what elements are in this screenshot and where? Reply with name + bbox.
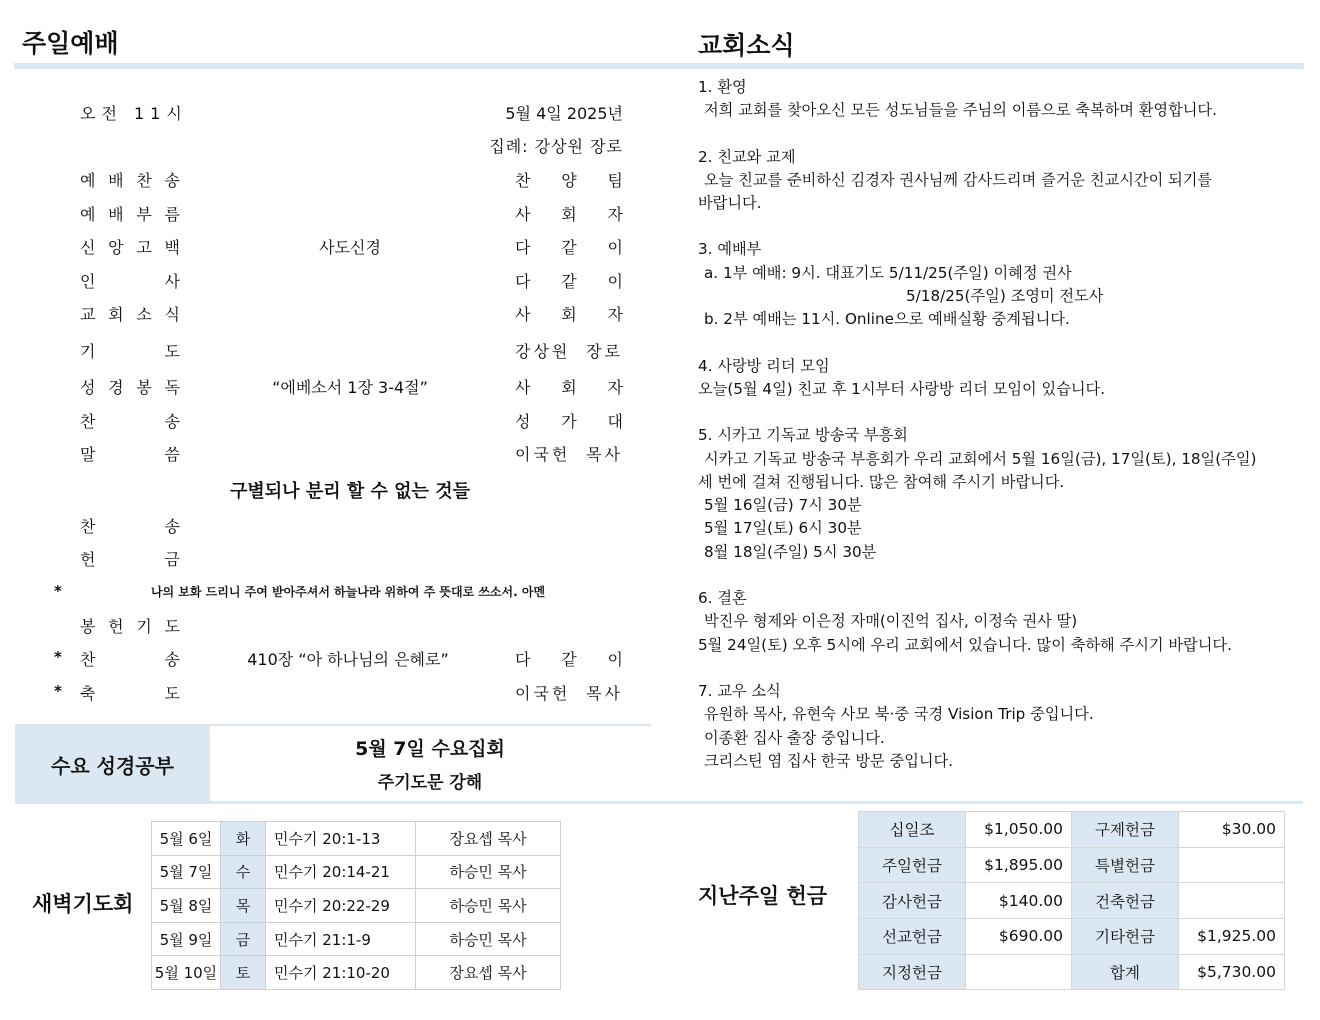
dawn-date: 5월 6일 (152, 822, 221, 856)
order-leader: 다 같 이 (515, 272, 623, 291)
news-line: 5/18/25(주일) 조영미 전도사 (906, 287, 1104, 306)
news-line: 크리스틴 염 집사 한국 방문 중입니다. (704, 751, 954, 770)
offering-category: 특별헌금 (1072, 847, 1179, 883)
bottom-divider (15, 801, 1303, 804)
offering-amount: $1,050.00 (966, 812, 1072, 848)
news-line: 3. 예배부 (698, 240, 762, 259)
news-line: 유원하 목사, 유현숙 사모 북·중 국경 Vision Trip 중입니다. (704, 705, 1094, 724)
news-line: 5월 16일(금) 7시 30분 (704, 496, 862, 515)
order-label: 예 배 부 름 (80, 205, 180, 224)
order-label: 찬 송 (80, 412, 180, 431)
order-label: 말 씀 (80, 445, 180, 464)
table-row (152, 956, 561, 990)
dawn-day: 수 (221, 855, 266, 889)
offering-amount: $30.00 (1179, 812, 1285, 848)
offering-category: 선교헌금 (859, 919, 966, 955)
table-row (859, 954, 1285, 990)
news-line: 5월 17일(토) 6시 30분 (704, 519, 862, 538)
dawn-date: 5월 9일 (152, 922, 221, 956)
news-spacer (698, 564, 1283, 587)
dawn-scripture: 민수기 20:1-13 (266, 822, 416, 856)
dawn-day: 화 (221, 822, 266, 856)
order-label: 기 도 (80, 342, 180, 361)
order-label: 예 배 찬 송 (80, 171, 180, 190)
wednesday-topic: 주기도문 강해 (377, 773, 483, 793)
news-line: 바랍니다. (698, 194, 762, 213)
wednesday-info (210, 726, 650, 802)
offering-amount (966, 954, 1072, 990)
news-spacer (698, 123, 1283, 146)
dawn-scripture: 민수기 20:14-21 (266, 855, 416, 889)
news-line: 1. 환영 (698, 78, 747, 96)
news-spacer (698, 657, 1283, 680)
table-row (152, 822, 561, 856)
dawn-scripture: 민수기 21:1-9 (266, 922, 416, 956)
offering-amount: $140.00 (966, 883, 1072, 919)
news-line: b. 2부 예배는 11시. Online으로 예배실황 중계됩니다. (704, 310, 1070, 329)
news-line: a. 1부 예배: 9시. 대표기도 5/11/25(주일) 이혜정 권사 (704, 263, 1072, 282)
dawn-preacher: 하승민 목사 (416, 855, 561, 889)
order-leader: 사 회 자 (515, 378, 623, 397)
offering-amount (1179, 847, 1285, 883)
news-line: 오늘 친교를 준비하신 김경자 권사님께 감사드리며 즐거운 친교시간이 되기를 (704, 170, 1213, 189)
dawn-day: 금 (221, 922, 266, 956)
order-leader: 사 회 자 (515, 305, 623, 324)
news-line: 8월 18일(주일) 5시 30분 (704, 542, 877, 561)
offering-category: 주일헌금 (859, 847, 966, 883)
order-label: 성 경 봉 독 (80, 378, 180, 397)
news-spacer (698, 215, 1283, 238)
standing-marker: * (54, 648, 62, 666)
order-label: 찬 송 (80, 517, 180, 536)
offering-amount: $1,895.00 (966, 847, 1072, 883)
offering-amount: $690.00 (966, 919, 1072, 955)
sermon-title: 구별되나 분리 할 수 없는 것들 (230, 481, 470, 502)
dawn-scripture: 민수기 21:10-20 (266, 956, 416, 990)
offering-category: 십일조 (859, 812, 966, 848)
order-leader: 성 가 대 (515, 412, 623, 431)
offering-prayer-text: 나의 보화 드리니 주여 받아주셔서 하늘나라 위하여 주 뜻대로 쓰소서. 아멘 (150, 585, 546, 599)
order-leader: 강상원 장로 (515, 342, 623, 361)
table-row (859, 883, 1285, 919)
dawn-day: 토 (221, 956, 266, 990)
order-label: 봉 헌 기 도 (80, 617, 180, 636)
table-row (859, 919, 1285, 955)
order-label: 축 도 (80, 684, 180, 703)
dawn-preacher: 하승민 목사 (416, 889, 561, 923)
offering-category: 지정헌금 (859, 954, 966, 990)
news-line: 박진우 형제와 이은정 자매(이진억 집사, 이정숙 권사 딸) (704, 612, 1078, 631)
header-divider (14, 63, 1304, 69)
news-line: 오늘(5월 4일) 친교 후 1시부터 사랑방 리더 모임이 있습니다. (698, 379, 1106, 398)
order-leader: 다 같 이 (515, 238, 623, 257)
order-detail: 사도신경 (319, 238, 381, 257)
offering-category: 건축헌금 (1072, 883, 1179, 919)
dawn-date: 5월 8일 (152, 889, 221, 923)
dawn-preacher: 장요셉 목사 (416, 956, 561, 990)
news-spacer (698, 332, 1283, 355)
standing-marker: * (54, 582, 62, 600)
news-line: 4. 사랑방 리더 모임 (698, 356, 830, 375)
dawn-preacher: 장요셉 목사 (416, 822, 561, 856)
offering-amount (1179, 883, 1285, 919)
offering-table (858, 811, 1285, 990)
dawn-schedule-table (151, 821, 561, 990)
news-line: 시카고 기독교 방송국 부흥회가 우리 교회에서 5월 16일(금), 17일(토), 18일(주일) (704, 449, 1257, 468)
order-leader: 찬 양 팀 (515, 171, 623, 190)
news-line: 5월 24일(토) 오후 5시에 우리 교회에서 있습니다. 많이 축하해 주시기 바랍니다. (698, 635, 1232, 654)
news-title: 교회소식 (698, 31, 795, 60)
worship-presider: 집례: 강상원 장로 (489, 137, 623, 156)
table-row (152, 855, 561, 889)
standing-marker: * (54, 682, 62, 700)
news-line: 7. 교우 소식 (698, 681, 781, 700)
order-label: 인 사 (80, 272, 180, 291)
order-leader: 이국헌 목사 (515, 445, 623, 464)
worship-date: 5월 4일 2025년 (505, 104, 623, 123)
dawn-date: 5월 7일 (152, 855, 221, 889)
table-row (859, 847, 1285, 883)
order-label: 찬 송 (80, 650, 180, 669)
offering-category: 감사헌금 (859, 883, 966, 919)
order-leader: 이국헌 목사 (515, 684, 623, 703)
table-row (152, 922, 561, 956)
news-line: 이종환 집사 출장 중입니다. (704, 728, 885, 747)
news-line: 2. 친교와 교제 (698, 147, 796, 166)
news-line: 세 번에 걸쳐 진행됩니다. 많은 참여해 주시기 바랍니다. (698, 472, 1065, 491)
news-line: 5. 시카고 기독교 방송국 부흥회 (698, 426, 908, 445)
offering-category: 기타헌금 (1072, 919, 1179, 955)
order-label: 신 앙 고 백 (80, 238, 180, 257)
order-detail: 410장 “아 하나님의 은혜로” (247, 650, 449, 669)
offering-title: 지난주일 헌금 (698, 884, 828, 908)
dawn-title: 새벽기도회 (32, 892, 134, 916)
dawn-preacher: 하승민 목사 (416, 922, 561, 956)
worship-time: 오전 11시 (80, 104, 188, 123)
offering-amount: $1,925.00 (1179, 919, 1285, 955)
worship-title: 주일예배 (22, 29, 119, 58)
offering-category: 구제헌금 (1072, 812, 1179, 848)
order-label: 헌 금 (80, 550, 180, 569)
offering-category: 합계 (1072, 954, 1179, 990)
wednesday-meeting: 5월 7일 수요집회 (355, 738, 505, 760)
news-list (698, 76, 1283, 773)
dawn-day: 목 (221, 889, 266, 923)
news-line: 6. 결혼 (698, 589, 747, 608)
dawn-scripture: 민수기 20:22-29 (266, 889, 416, 923)
order-leader: 사 회 자 (515, 205, 623, 224)
dawn-date: 5월 10일 (152, 956, 221, 990)
table-row (859, 812, 1285, 848)
wednesday-label: 수요 성경공부 (15, 726, 210, 802)
news-line: 저희 교회를 찾아오신 모든 성도님들을 주님의 이름으로 축복하며 환영합니다. (704, 101, 1217, 120)
table-row (152, 889, 561, 923)
order-detail: “에베소서 1장 3-4절” (272, 378, 428, 397)
news-spacer (698, 401, 1283, 424)
order-label: 교 회 소 식 (80, 305, 180, 324)
order-leader: 다 같 이 (515, 650, 623, 669)
offering-amount: $5,730.00 (1179, 954, 1285, 990)
